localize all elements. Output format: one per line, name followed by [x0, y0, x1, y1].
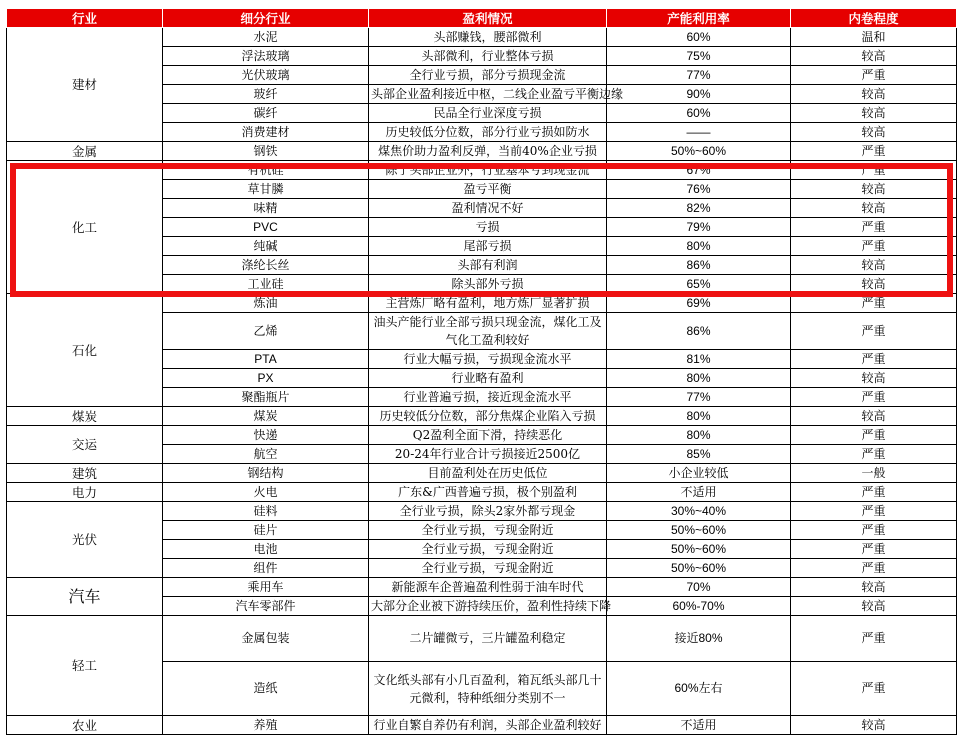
table-row — [7, 294, 957, 313]
involution-cell: 较高 — [791, 199, 957, 218]
sub-industry-cell: 乘用车 — [163, 578, 369, 597]
sub-industry-cell: 硅片 — [163, 521, 369, 540]
table-row — [7, 142, 957, 161]
utilization-cell: 80% — [607, 237, 791, 256]
sub-industry-cell: 金属包装 — [163, 616, 369, 662]
utilization-cell: 90% — [607, 85, 791, 104]
sub-industry-cell: 火电 — [163, 483, 369, 502]
utilization-cell: 65% — [607, 275, 791, 294]
sub-industry-cell: 水泥 — [163, 28, 369, 47]
table-row — [7, 28, 957, 47]
involution-cell: 严重 — [791, 313, 957, 350]
header-sub-industry: 细分行业 — [163, 9, 369, 28]
utilization-cell: 小企业较低 — [607, 464, 791, 483]
industry-cell: 石化 — [7, 294, 163, 407]
table-row — [7, 407, 957, 426]
profit-cell: 全行业亏损，亏现金附近 — [369, 540, 607, 559]
profit-cell: 除头部外亏损 — [369, 275, 607, 294]
header-involution: 内卷程度 — [791, 9, 957, 28]
utilization-cell: 77% — [607, 66, 791, 85]
table-row — [7, 616, 957, 662]
utilization-cell: 80% — [607, 426, 791, 445]
utilization-cell: 81% — [607, 350, 791, 369]
utilization-cell: 80% — [607, 407, 791, 426]
involution-cell: 严重 — [791, 521, 957, 540]
involution-cell: 较高 — [791, 256, 957, 275]
sub-industry-cell: 汽车零部件 — [163, 597, 369, 616]
profit-cell: 行业自繁自养仍有利润，头部企业盈利较好 — [369, 716, 607, 735]
involution-cell: 较高 — [791, 716, 957, 735]
table-header-row — [7, 9, 957, 28]
table-row — [7, 464, 957, 483]
involution-cell: 严重 — [791, 616, 957, 662]
sub-industry-cell: 浮法玻璃 — [163, 47, 369, 66]
profit-cell: 头部微利，行业整体亏损 — [369, 47, 607, 66]
involution-cell: 严重 — [791, 350, 957, 369]
sub-industry-cell: 钢铁 — [163, 142, 369, 161]
involution-cell: 较高 — [791, 407, 957, 426]
profit-cell: 盈亏平衡 — [369, 180, 607, 199]
sub-industry-cell: 玻纤 — [163, 85, 369, 104]
utilization-cell: 86% — [607, 313, 791, 350]
industry-cell: 轻工 — [7, 616, 163, 716]
profit-cell: 尾部亏损 — [369, 237, 607, 256]
industry-table-container — [6, 8, 956, 735]
sub-industry-cell: 消费建材 — [163, 123, 369, 142]
utilization-cell: 50%~60% — [607, 540, 791, 559]
profit-cell: 油头产能行业全部亏损只现金流，煤化工及气化工盈利较好 — [369, 313, 607, 350]
table-row — [7, 161, 957, 180]
profit-cell: Q2盈利全面下滑，持续恶化 — [369, 426, 607, 445]
involution-cell: 严重 — [791, 218, 957, 237]
industry-cell: 建材 — [7, 28, 163, 142]
involution-cell: 较高 — [791, 578, 957, 597]
header-utilization: 产能利用率 — [607, 9, 791, 28]
profit-cell: 全行业亏损，除头2家外都亏现金 — [369, 502, 607, 521]
involution-cell: 温和 — [791, 28, 957, 47]
profit-cell: 历史较低分位数，部分焦煤企业陷入亏损 — [369, 407, 607, 426]
involution-cell: 较高 — [791, 369, 957, 388]
involution-cell: 严重 — [791, 142, 957, 161]
table-row — [7, 426, 957, 445]
profit-cell: 广东&广西普遍亏损，极个别盈利 — [369, 483, 607, 502]
involution-cell: 较高 — [791, 123, 957, 142]
profit-cell: 亏损 — [369, 218, 607, 237]
utilization-cell: 60% — [607, 104, 791, 123]
involution-cell: 严重 — [791, 426, 957, 445]
utilization-cell: 79% — [607, 218, 791, 237]
involution-cell: 一般 — [791, 464, 957, 483]
utilization-cell: 69% — [607, 294, 791, 313]
industry-cell: 化工 — [7, 161, 163, 294]
profit-cell: 二片罐微亏，三片罐盈利稳定 — [369, 616, 607, 662]
table-row — [7, 483, 957, 502]
industry-cell: 光伏 — [7, 502, 163, 578]
sub-industry-cell: 硅料 — [163, 502, 369, 521]
utilization-cell: 不适用 — [607, 483, 791, 502]
profit-cell: 全行业亏损，亏现金附近 — [369, 521, 607, 540]
utilization-cell: 75% — [607, 47, 791, 66]
utilization-cell: 76% — [607, 180, 791, 199]
utilization-cell: 50%~60% — [607, 521, 791, 540]
profit-cell: 头部赚钱，腰部微利 — [369, 28, 607, 47]
table-row — [7, 716, 957, 735]
involution-cell: 较高 — [791, 104, 957, 123]
sub-industry-cell: 养殖 — [163, 716, 369, 735]
sub-industry-cell: 乙烯 — [163, 313, 369, 350]
utilization-cell: 86% — [607, 256, 791, 275]
profit-cell: 全行业亏损，亏现金附近 — [369, 559, 607, 578]
sub-industry-cell: PVC — [163, 218, 369, 237]
table-row — [7, 578, 957, 597]
profit-cell: 全行业亏损，部分亏损现金流 — [369, 66, 607, 85]
profit-cell: 主营炼厂略有盈利，地方炼厂显著扩损 — [369, 294, 607, 313]
utilization-cell: 60%-70% — [607, 597, 791, 616]
involution-cell: 较高 — [791, 85, 957, 104]
involution-cell: 严重 — [791, 161, 957, 180]
profit-cell: 目前盈利处在历史低位 — [369, 464, 607, 483]
profit-cell: 新能源车企普遍盈利性弱于油车时代 — [369, 578, 607, 597]
profit-cell: 20-24年行业合计亏损接近2500亿 — [369, 445, 607, 464]
utilization-cell: 50%~60% — [607, 559, 791, 578]
sub-industry-cell: 纯碱 — [163, 237, 369, 256]
industry-cell: 农业 — [7, 716, 163, 735]
utilization-cell: 67% — [607, 161, 791, 180]
table-body — [7, 28, 957, 735]
sub-industry-cell: PX — [163, 369, 369, 388]
profit-cell: 大部分企业被下游持续压价，盈利性持续下降 — [369, 597, 607, 616]
profit-cell: 行业略有盈利 — [369, 369, 607, 388]
profit-cell: 煤焦价助力盈利反弹，当前40%企业亏损 — [369, 142, 607, 161]
profit-cell: 民品全行业深度亏损 — [369, 104, 607, 123]
industry-cell: 煤炭 — [7, 407, 163, 426]
utilization-cell: 30%~40% — [607, 502, 791, 521]
involution-cell: 严重 — [791, 294, 957, 313]
profit-cell: 头部企业盈利接近中枢，二线企业盈亏平衡边缘 — [369, 85, 607, 104]
involution-cell: 严重 — [791, 388, 957, 407]
involution-cell: 严重 — [791, 483, 957, 502]
involution-cell: 较高 — [791, 47, 957, 66]
utilization-cell: —— — [607, 123, 791, 142]
profit-cell: 文化纸头部有小几百盈利，箱瓦纸头部几十元微利，特种纸细分类别不一 — [369, 662, 607, 716]
profit-cell: 历史较低分位数，部分行业亏损如防水 — [369, 123, 607, 142]
industry-cell: 交运 — [7, 426, 163, 464]
sub-industry-cell: 快递 — [163, 426, 369, 445]
utilization-cell: 80% — [607, 369, 791, 388]
utilization-cell: 85% — [607, 445, 791, 464]
sub-industry-cell: 有机硅 — [163, 161, 369, 180]
sub-industry-cell: 组件 — [163, 559, 369, 578]
industry-cell: 建筑 — [7, 464, 163, 483]
profit-cell: 除了头部企业外，行业基本亏到现金流 — [369, 161, 607, 180]
industry-cell: 金属 — [7, 142, 163, 161]
utilization-cell: 50%~60% — [607, 142, 791, 161]
involution-cell: 较高 — [791, 275, 957, 294]
sub-industry-cell: 航空 — [163, 445, 369, 464]
involution-cell: 较高 — [791, 180, 957, 199]
industry-cell: 汽车 — [7, 578, 163, 616]
involution-cell: 严重 — [791, 502, 957, 521]
utilization-cell: 70% — [607, 578, 791, 597]
header-profit: 盈利情况 — [369, 9, 607, 28]
sub-industry-cell: 光伏玻璃 — [163, 66, 369, 85]
industry-cell: 电力 — [7, 483, 163, 502]
sub-industry-cell: 工业硅 — [163, 275, 369, 294]
utilization-cell: 82% — [607, 199, 791, 218]
sub-industry-cell: 炼油 — [163, 294, 369, 313]
involution-cell: 严重 — [791, 662, 957, 716]
sub-industry-cell: 煤炭 — [163, 407, 369, 426]
sub-industry-cell: 电池 — [163, 540, 369, 559]
profit-cell: 行业普遍亏损，接近现金流水平 — [369, 388, 607, 407]
involution-cell: 较高 — [791, 597, 957, 616]
utilization-cell: 不适用 — [607, 716, 791, 735]
sub-industry-cell: 造纸 — [163, 662, 369, 716]
sub-industry-cell: 涤纶长丝 — [163, 256, 369, 275]
sub-industry-cell: 碳纤 — [163, 104, 369, 123]
sub-industry-cell: 钢结构 — [163, 464, 369, 483]
utilization-cell: 60% — [607, 28, 791, 47]
industry-involution-table — [6, 8, 957, 735]
sub-industry-cell: PTA — [163, 350, 369, 369]
utilization-cell: 77% — [607, 388, 791, 407]
involution-cell: 严重 — [791, 237, 957, 256]
profit-cell: 行业大幅亏损，亏损现金流水平 — [369, 350, 607, 369]
profit-cell: 头部有利润 — [369, 256, 607, 275]
involution-cell: 严重 — [791, 540, 957, 559]
utilization-cell: 接近80% — [607, 616, 791, 662]
header-industry: 行业 — [7, 9, 163, 28]
table-row — [7, 502, 957, 521]
involution-cell: 严重 — [791, 66, 957, 85]
profit-cell: 盈利情况不好 — [369, 199, 607, 218]
utilization-cell: 60%左右 — [607, 662, 791, 716]
involution-cell: 严重 — [791, 559, 957, 578]
sub-industry-cell: 味精 — [163, 199, 369, 218]
involution-cell: 严重 — [791, 445, 957, 464]
sub-industry-cell: 聚酯瓶片 — [163, 388, 369, 407]
sub-industry-cell: 草甘膦 — [163, 180, 369, 199]
